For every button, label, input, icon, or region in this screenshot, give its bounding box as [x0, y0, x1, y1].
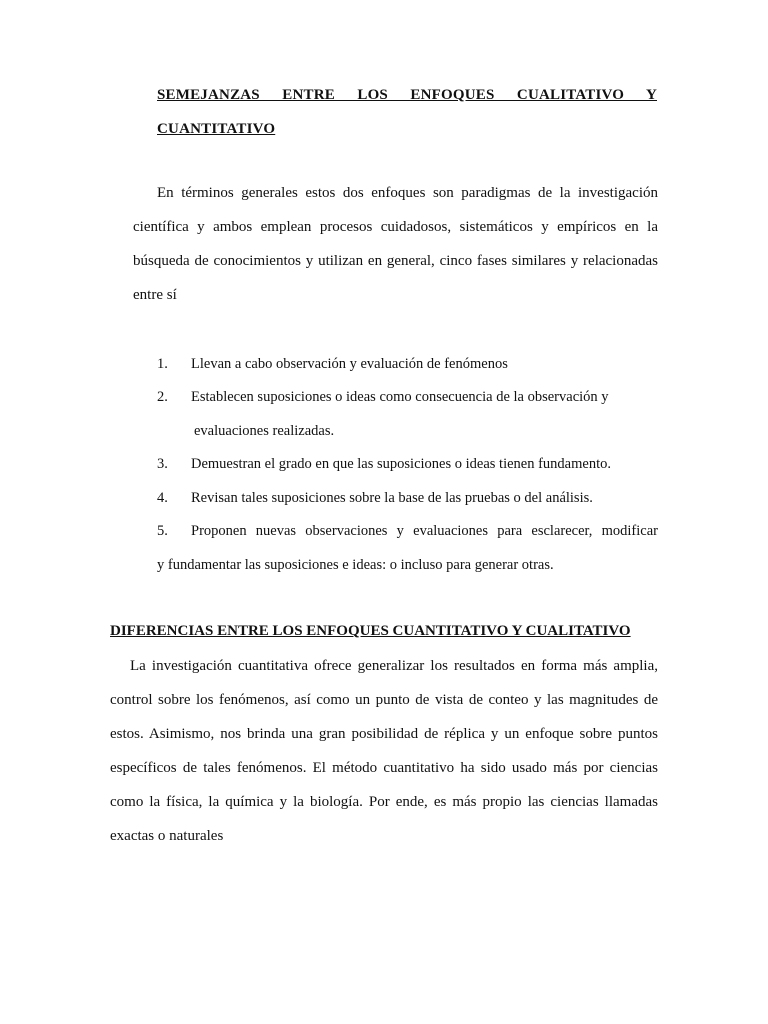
section2-title: DIFERENCIAS ENTRE LOS ENFOQUES CUANTITATIVO Y CUALITATIVO — [110, 623, 631, 639]
list-item-1 — [157, 347, 658, 381]
list-item-number: 4. — [157, 490, 168, 506]
section2-body-paragraph: La investigación cuantitativa ofrece generalizar los resultados en forma más amplia, control sobre los fenómenos, así como un punto de vista de conteo y las magnitudes de estos. Asimismo, nos brinda una gran posibilidad de réplica y un enfoque sobre puntos específicos de tales fenómenos. El método cuantitativo ha sido usado más por ciencias como la física, la química y la biología. Por ende, es más propio las ciencias llamadas exactas o naturales — [110, 658, 658, 844]
list-item-text: Proponen nuevas observaciones y evaluaciones para esclarecer, modificar — [191, 523, 658, 539]
list-item-number: 3. — [157, 456, 168, 472]
list-item-5 — [157, 514, 658, 548]
list-item-2-continuation: evaluaciones realizadas. — [194, 423, 335, 439]
list-item-3 — [157, 447, 658, 481]
section1-title-line1: SEMEJANZAS ENTRE LOS ENFOQUES CUALITATIVO Y — [157, 87, 657, 103]
list-item-number: 1. — [157, 356, 168, 372]
section1-title-line2: CUANTITATIVO — [157, 121, 276, 137]
section1-intro-paragraph: En términos generales estos dos enfoques son paradigmas de la investigación científica y ambos emplean procesos cuidadosos, sistemáticos y empíricos en la búsqueda de conocimientos y utilizan en general, cinco fases similares y relacionadas entre sí — [133, 185, 658, 303]
list-item-text: Establecen suposiciones o ideas como consecuencia de la observación y — [191, 389, 609, 405]
list-item-text: Llevan a cabo observación y evaluación de fenómenos — [191, 356, 508, 372]
list-item-2 — [157, 380, 658, 414]
list-item-number: 5. — [157, 523, 168, 539]
list-item-5-continuation: y fundamentar las suposiciones e ideas: o incluso para generar otras. — [157, 557, 554, 573]
list-item-text: Revisan tales suposiciones sobre la base de las pruebas o del análisis. — [191, 490, 593, 506]
list-item-text: Demuestran el grado en que las suposiciones o ideas tienen fundamento. — [191, 456, 611, 472]
list-item-4 — [157, 481, 658, 515]
list-item-number: 2. — [157, 389, 168, 405]
